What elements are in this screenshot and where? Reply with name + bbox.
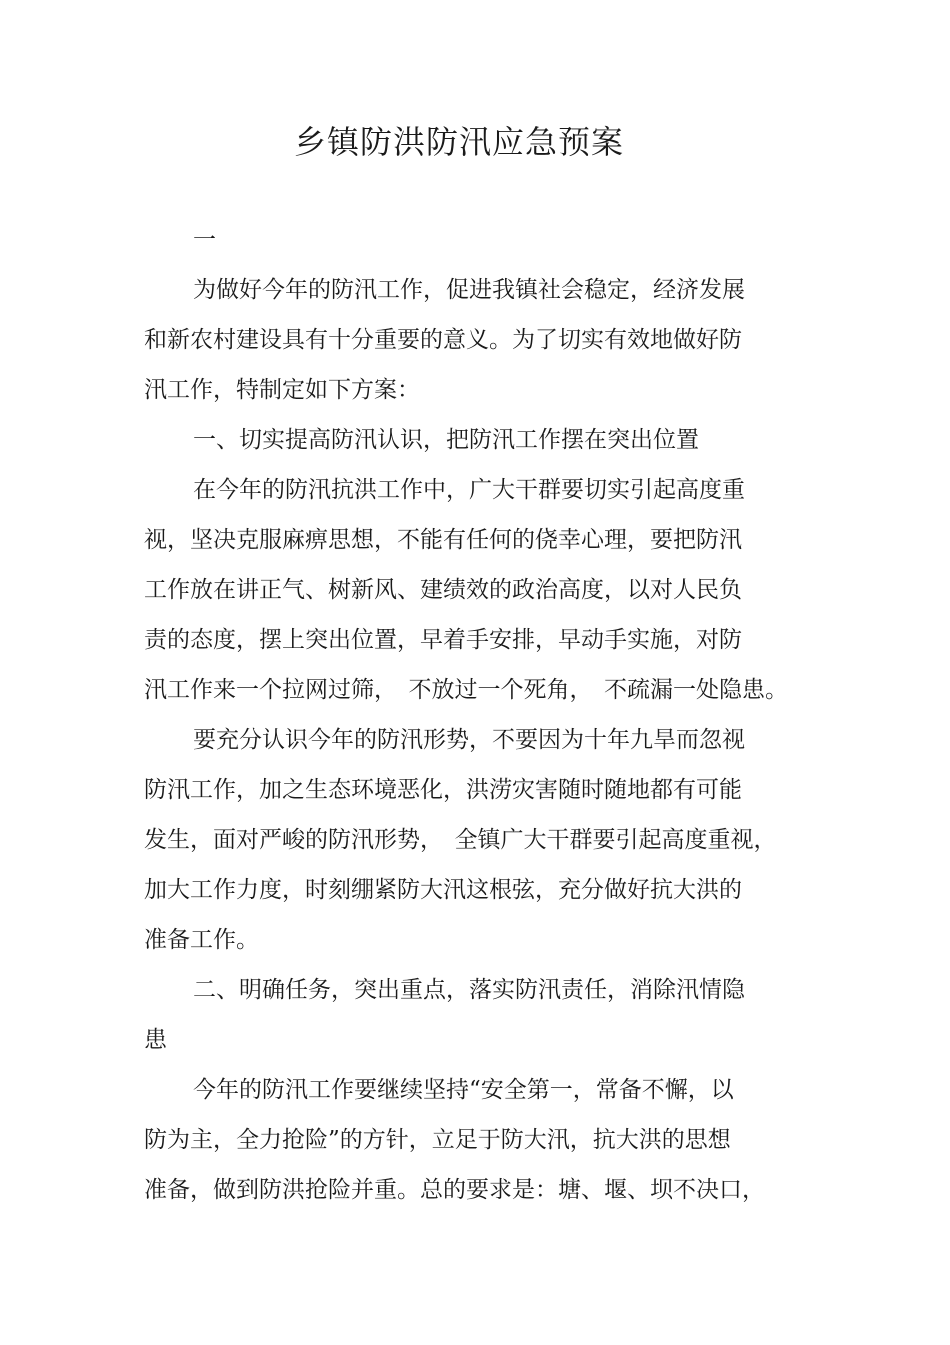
text-line: 汛工作，特制定如下方案： <box>144 377 420 403</box>
text-line: 准备，做到防洪抢险并重。总的要求是：塘、堰、坝不决口， <box>144 1177 765 1203</box>
text-line: 汛工作来一个拉网过筛， 不放过一个死角， 不疏漏一处隐患。 <box>144 677 788 703</box>
text-line: 要充分认识今年的防汛形势，不要因为十年九旱而忽视 <box>193 727 745 753</box>
text-line: 加大工作力度，时刻绷紧防大汛这根弦，充分做好抗大洪的 <box>144 877 742 903</box>
text-line: 今年的防汛工作要继续坚持“安全第一，常备不懈，以 <box>193 1077 734 1103</box>
text-line: 防汛工作，加之生态环境恶化，洪涝灾害随时随地都有可能 <box>144 777 742 803</box>
text-line: 在今年的防汛抗洪工作中，广大干群要切实引起高度重 <box>193 477 745 503</box>
document-title: 乡镇防洪防汛应急预案 <box>293 123 624 161</box>
text-line: 发生，面对严峻的防汛形势， 全镇广大干群要引起高度重视， <box>144 827 777 853</box>
text-line: 为做好今年的防汛工作，促进我镇社会稳定，经济发展 <box>193 277 745 303</box>
text-line: 责的态度，摆上突出位置，早着手安排，早动手实施，对防 <box>144 627 742 653</box>
text-line: 准备工作。 <box>144 927 259 953</box>
text-line: 一 <box>193 227 216 253</box>
text-line: 工作放在讲正气、树新风、建绩效的政治高度，以对人民负 <box>144 577 742 603</box>
text-line: 和新农村建设具有十分重要的意义。为了切实有效地做好防 <box>144 327 742 353</box>
section-heading: 一、切实提高防汛认识，把防汛工作摆在突出位置 <box>193 427 699 453</box>
text-line: 防为主，全力抢险”的方针，立足于防大汛，抗大洪的思想 <box>144 1127 731 1153</box>
text-line: 视，坚决克服麻痹思想，不能有任何的侥幸心理，要把防汛 <box>144 527 742 553</box>
section-heading: 二、明确任务，突出重点，落实防汛责任，消除汛情隐 <box>193 977 745 1003</box>
section-heading-continued: 患 <box>144 1027 167 1053</box>
